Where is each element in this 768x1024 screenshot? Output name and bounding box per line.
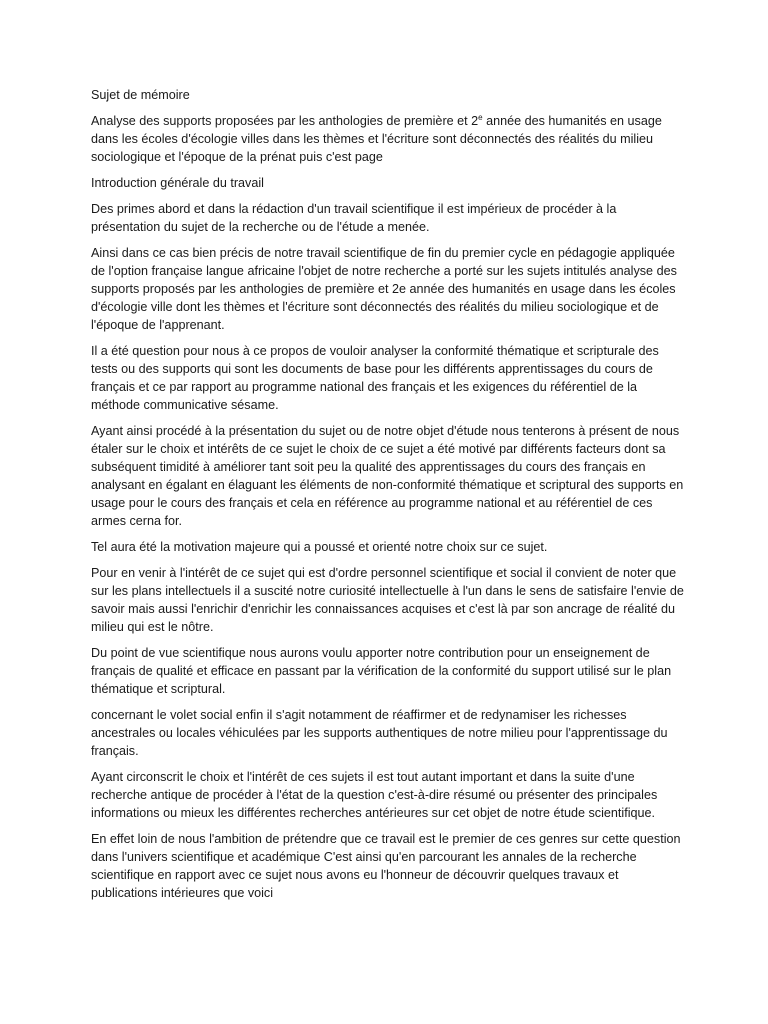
subject-text-start: Analyse des supports proposées par les anthologies de première et 2	[91, 114, 479, 128]
subject-superscript: e	[478, 112, 483, 122]
body-paragraph: Du point de vue scientifique nous aurons voulu apporter notre contribution pour un enseignement de français de qualité et efficace en passant par la vérification de la conformité du support utilisé sur le plan thématique et scriptural.	[91, 646, 672, 696]
body-paragraph: Ainsi dans ce cas bien précis de notre travail scientifique de fin du premier cycle en pédagogie appliquée de l'option française langue africaine l'objet de notre recherche a porté sur les sujets intitulés analyse des supports proposés par les anthologies de première et 2e année des humanités en usage dans les écoles d'écologie ville dont les thèmes et l'écriture sont déconnectés des réalités du milieu sociologique et de l'époque de l'apprenant.	[91, 246, 677, 332]
body-paragraph: Tel aura été la motivation majeure qui a poussé et orienté notre choix sur ce sujet.	[91, 540, 548, 554]
body-paragraph: Des primes abord et dans la rédaction d'un travail scientifique il est impérieux de procéder à la présentation du sujet de la recherche ou de l'étude a menée.	[91, 202, 617, 234]
document-page	[91, 86, 687, 910]
subject-paragraph	[91, 112, 687, 166]
body-paragraph: Il a été question pour nous à ce propos de vouloir analyser la conformité thématique et scripturale des tests ou des supports qui sont les documents de base pour les différents apprentissages du cours de français et ce par rapport au programme national des français et les exigences du référentiel de la méthode communicative sésame.	[91, 344, 659, 412]
subject-text-end: année des humanités en usage dans les écoles d'écologie villes dans les thèmes et l'écriture sont déconnectés des réalités du milieu sociologique et l'époque de la prénat puis c'est page	[91, 114, 662, 164]
document-title: Sujet de mémoire	[91, 88, 190, 102]
section-heading-introduction: Introduction générale du travail	[91, 176, 264, 190]
body-paragraph: Pour en venir à l'intérêt de ce sujet qui est d'ordre personnel scientifique et social il convient de noter que sur les plans intellectuels il a suscité notre curiosité intellectuelle à l'un dans le sens de satisfaire l'envie de savoir mais aussi l'enrichir d'enrichir les connaissances acquises et c'est là par son ancrage de réalité du milieu qui est le nôtre.	[91, 566, 684, 634]
body-paragraph: concernant le volet social enfin il s'agit notamment de réaffirmer et de redynamiser les richesses ancestrales ou locales véhiculées par les supports authentiques de notre milieu pour l'apprentissage du français.	[91, 708, 668, 758]
body-paragraph: En effet loin de nous l'ambition de prétendre que ce travail est le premier de ces genres sur cette question dans l'univers scientifique et académique C'est ainsi qu'en parcourant les annales de la recherche scientifique en rapport avec ce sujet nous avons eu l'honneur de découvrir quelques travaux et publications intérieures que voici	[91, 832, 681, 900]
body-paragraph: Ayant ainsi procédé à la présentation du sujet ou de notre objet d'étude nous tenterons à présent de nous étaler sur le choix et intérêts de ce sujet le choix de ce sujet a été motivé par différents facteurs dont sa subséquent timidité à améliorer tant soit peu la qualité des apprentissages du cours des français en analysant en égalant en élaguant les éléments de non-conformité thématique et scriptural des supports en usage pour le cours des français et cela en référence au programme national et au référentiel de ces armes cerna for.	[91, 424, 684, 528]
body-paragraph: Ayant circonscrit le choix et l'intérêt de ces sujets il est tout autant important et dans la suite d'une recherche antique de procéder à l'état de la question c'est-à-dire résumé ou présenter des principales informations ou mieux les différentes recherches antérieures sur cet objet de notre étude scientifique.	[91, 770, 658, 820]
